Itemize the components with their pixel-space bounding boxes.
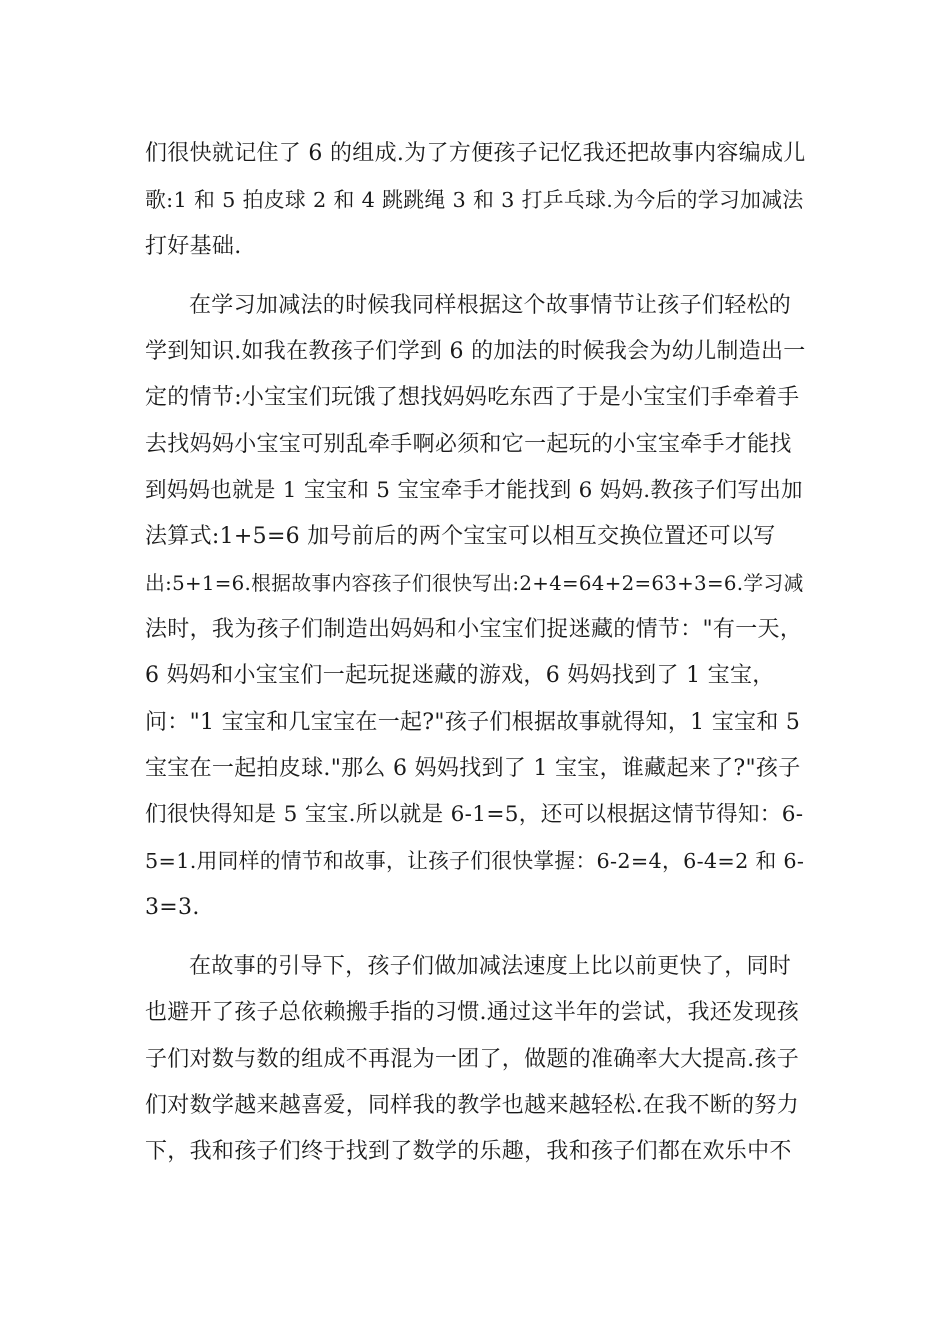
paragraph-2-line-8: 法时，我为孩子们制造出妈妈和小宝宝们捉迷藏的情节："有一天， — [145, 616, 803, 642]
paragraph-gap — [145, 270, 810, 283]
paragraph-3-line-1: 在故事的引导下，孩子们做加减法速度上比以前更快了，同时 — [189, 954, 792, 980]
paragraph-2-line-9: 6 妈妈和小宝宝们一起玩捉迷藏的游戏，6 妈妈找到了 1 宝宝， — [145, 663, 775, 689]
paragraph-1-line-2: 歌:1 和 5 拍皮球 2 和 4 跳跳绳 3 和 3 打乒乓球.为今后的学习加减法 — [145, 188, 804, 213]
document-body — [145, 131, 810, 1176]
paragraph-3-line-5: 下，我和孩子们终于找到了数学的乐趣，我和孩子们都在欢乐中不 — [145, 1139, 792, 1165]
paragraph-2-line-1: 在学习加减法的时候我同样根据这个故事情节让孩子们轻松的 — [189, 292, 792, 318]
paragraph-2-line-11: 宝宝在一起拍皮球."那么 6 妈妈找到了 1 宝宝，谁藏起来了?"孩子 — [145, 755, 801, 781]
paragraph-1-line-1: 们很快就记住了 6 的组成.为了方便孩子记忆我还把故事内容编成儿 — [145, 141, 806, 166]
paragraph-2-line-10: 问："1 宝宝和几宝宝在一起?"孩子们根据故事就得知，1 宝宝和 5 — [145, 709, 801, 735]
paragraph-2-line-3: 定的情节:小宝宝们玩饿了想找妈妈吃东西了于是小宝宝们手牵着手 — [145, 385, 800, 411]
paragraph-3-line-4: 们对数学越来越喜爱，同样我的教学也越来越轻松.在我不断的努力 — [145, 1092, 799, 1118]
paragraph-2-line-12: 们很快得知是 5 宝宝.所以就是 6-1=5，还可以根据这情节得知：6- — [145, 802, 804, 828]
paragraph-3-line-3: 子们对数与数的组成不再混为一团了，做题的准确率大大提高.孩子 — [145, 1046, 799, 1072]
paragraph-2-line-13: 5=1.用同样的情节和故事，让孩子们很快掌握：6-2=4，6-4=2 和 6- — [145, 849, 805, 874]
paragraph-2-line-4: 去找妈妈小宝宝可别乱牵手啊必须和它一起玩的小宝宝牵手才能找 — [145, 431, 792, 457]
paragraph-2-line-6: 法算式:1+5=6 加号前后的两个宝宝可以相互交换位置还可以写 — [145, 524, 776, 550]
paragraph-2-line-7: 出:5+1=6.根据故事内容孩子们很快写出:2+4=64+2=63+3=6.学习减 — [145, 571, 804, 595]
paragraph-1-line-3: 打好基础. — [145, 233, 242, 259]
paragraph-gap — [145, 931, 810, 944]
paragraph-3-line-2: 也避开了孩子总依赖搬手指的习惯.通过这半年的尝试，我还发现孩 — [145, 1000, 799, 1026]
paragraph-2-line-2: 学到知识.如我在教孩子们学到 6 的加法的时候我会为幼儿制造出一 — [145, 339, 806, 365]
paragraph-2-line-14: 3=3. — [145, 894, 200, 920]
paragraph-2-line-5: 到妈妈也就是 1 宝宝和 5 宝宝牵手才能找到 6 妈妈.教孩子们写出加 — [145, 478, 803, 504]
